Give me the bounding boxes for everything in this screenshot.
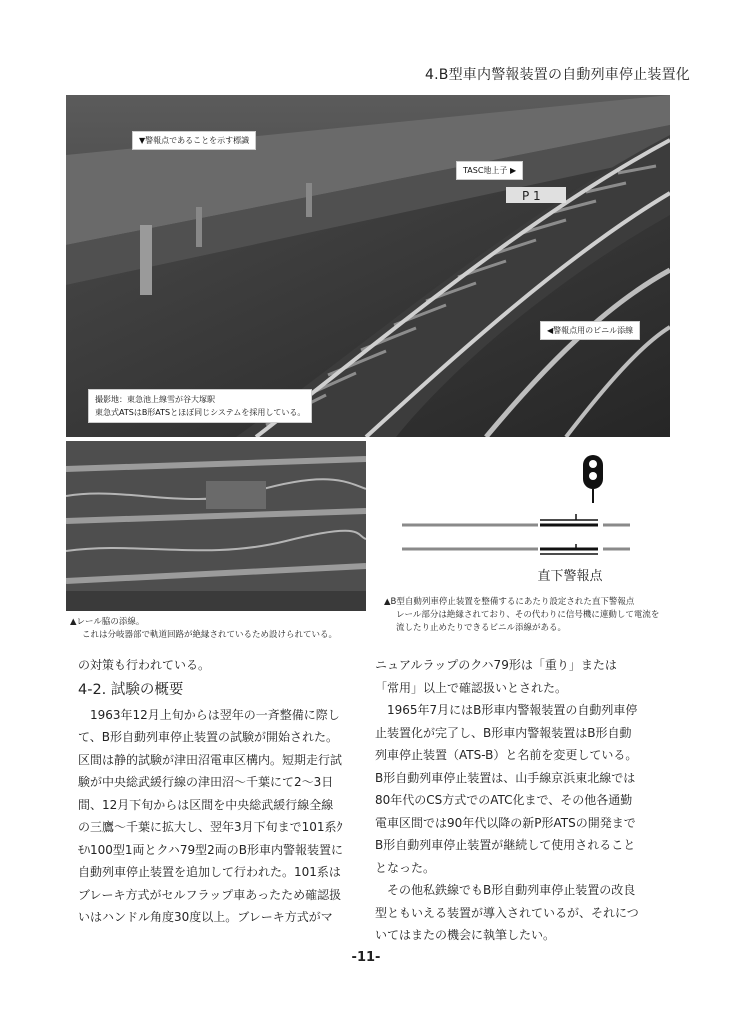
body-line: 電車区間では90年代以降の新P形ATSの開発まで xyxy=(375,815,636,830)
body-line: 1965年7月にはB形車内警報装置の自動列車停 xyxy=(387,703,638,717)
body-line: 自動列車停止装置を追加して行われた。101系は xyxy=(78,865,341,879)
rail-photo-illustration xyxy=(66,441,366,611)
location-line-1: 撮影地：東急池上線雪が谷大塚駅 xyxy=(95,395,215,404)
body-line: て、B形自動列車停止装置の試験が開始された。 xyxy=(78,730,338,744)
svg-text:P 1: P 1 xyxy=(522,189,541,203)
body-line: B形自動列車停止装置は、山手線京浜東北線では xyxy=(375,770,636,785)
body-line: 「常用」以上で確認扱いとされた。 xyxy=(375,680,568,695)
diagram-label: 直下警報点 xyxy=(537,569,603,584)
rail-side-wire-photo xyxy=(66,441,366,611)
diagram-caption-line-2: レール部分は絶縁されており、その代わりに信号機に連動して電流を xyxy=(396,610,660,620)
diagram-caption-line-3: 流したり止めたりできるビニル添線がある。 xyxy=(396,623,567,633)
body-line: いてはまたの機会に執筆したい。 xyxy=(375,928,556,942)
location-line-2: 東急式ATSはB形ATSとほぼ同じシステムを採用している。 xyxy=(95,408,306,417)
body-line: ブレーキ方式がセルフラップ車あったため確認扱 xyxy=(78,887,342,902)
body-right-column xyxy=(375,654,665,947)
section-heading: 4-2. 試験の概要 xyxy=(78,681,184,698)
photo-location-label xyxy=(88,389,312,423)
body-line: 間、12月下旬からは区間を中央総武緩行線全線 xyxy=(78,797,334,812)
diagram-caption-line-1: ▲B型自動列車停止装置を整備するにあたり設定された直下警報点 xyxy=(384,597,635,607)
marker-sign-label: ▼警報点であることを示す標識 xyxy=(132,131,256,150)
vinyl-wire-label: ◀警報点用のビニル添線 xyxy=(540,321,640,340)
body-line: の三鷹〜千葉に拡大し、翌年3月下旬まで101系ｸ xyxy=(78,820,343,834)
body-line: となった。 xyxy=(375,860,436,875)
body-line: 列車停止装置（ATS-B）と名前を変更している。 xyxy=(375,748,638,762)
body-line: 1963年12月上旬からは翌年の一斉整備に際し xyxy=(90,707,340,722)
body-line: 型ともいえる装置が導入されているが、それにつ xyxy=(375,905,639,920)
body-line: 80年代のCS方式でのATC化まで、その他各通勤 xyxy=(375,793,633,807)
page-header-title: 4.B型車内警報装置の自動列車停止装置化 xyxy=(425,67,690,83)
rail-caption-line-2: これは分岐器部で軌道回路が絶縁されているため設けられている。 xyxy=(82,630,338,640)
body-line: その他私鉄線でもB形自動列車停止装置の改良 xyxy=(387,883,636,897)
rail-caption-line-1: ▲レール脇の添線。 xyxy=(70,617,145,627)
diagram-caption xyxy=(384,596,684,635)
body-line: いはハンドル角度30度以上。ブレーキ方式がマ xyxy=(78,910,333,924)
tasc-transponder-label: TASC地上子 ▶ xyxy=(456,161,523,180)
body-line: 区間は静的試験が津田沼電車区構内。短期走行試 xyxy=(78,752,343,767)
page-number: -11- xyxy=(351,950,381,965)
body-line: B形自動列車停止装置が継続して使用されること xyxy=(375,838,636,852)
body-line: の対策も行われている。 xyxy=(78,658,211,672)
body-line: 験が中央総武緩行線の津田沼〜千葉にて2〜3日 xyxy=(78,775,334,789)
body-line: 止装置化が完了し、B形車内警報装置はB形自動 xyxy=(375,725,632,740)
body-line: ﾓﾊ100型1両とクハ79型2両のB形車内警報装置に xyxy=(78,842,343,857)
body-line: ニュアルラップのクハ79形は「重り」または xyxy=(375,658,617,672)
main-track-photo xyxy=(66,95,670,437)
rail-photo-caption xyxy=(70,616,370,642)
body-left-column xyxy=(78,654,358,929)
